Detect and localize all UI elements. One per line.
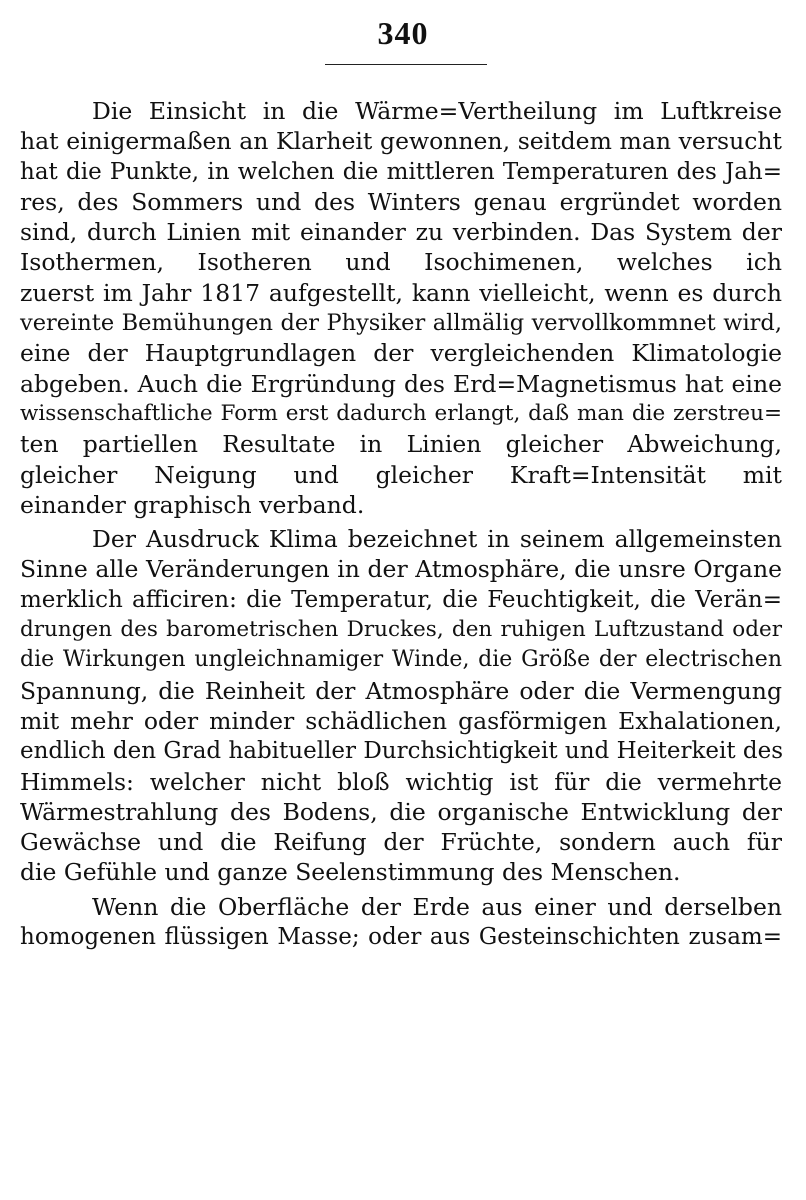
page-number: 340 (377, 15, 429, 51)
paragraph-2 (20, 524, 782, 888)
text-line: hat einigermaßen an Klarheit gewonnen, seitdem man versucht (20, 127, 782, 156)
text-line: Der Ausdruck Klima bezeichnet in seinem allgemeinsten (92, 525, 782, 554)
text-line: Wärmestrahlung des Bodens, die organische Entwicklung der (20, 797, 782, 826)
text-line: einander graphisch verband. (20, 490, 365, 519)
text-line: homogenen flüssigen Masse; oder aus Gesteinschichten zusam= (20, 924, 782, 951)
text-line: merklich afficiren: die Temperatur, die Feuchtigkeit, die Verän= (20, 586, 782, 613)
text-line: mit mehr oder minder schädlichen gasförmigen Exhalationen, (20, 706, 782, 735)
text-line: wissenschaftliche Form erst dadurch erlangt, daß man die zerstreu= (20, 400, 782, 426)
text-line: ten partiellen Resultate in Linien gleicher Abweichung, (20, 430, 782, 459)
text-line: Gewächse und die Reifung der Früchte, sondern auch für (20, 828, 782, 857)
text-line: gleicher Neigung und gleicher Kraft=Intensität mit (20, 460, 782, 489)
text-line: eine der Hauptgrundlagen der vergleichenden Klimatologie (20, 339, 782, 368)
paragraph-1 (20, 96, 782, 520)
text-line: die Wirkungen ungleichnamiger Winde, die Größe der electrischen (20, 647, 782, 673)
text-line: endlich den Grad habitueller Durchsichtigkeit und Heiterkeit des (20, 738, 784, 765)
text-line: Isothermen, Isotheren und Isochimenen, welches ich (20, 248, 782, 277)
text-line: Himmels: welcher nicht bloß wichtig ist für die vermehrte (20, 767, 782, 796)
text-line: drungen des barometrischen Druckes, den ruhigen Luftzustand oder (20, 617, 782, 643)
text-line: hat die Punkte, in welchen die mittleren Temperaturen des Jah= (20, 158, 782, 185)
header-rule (325, 64, 487, 65)
text-line: abgeben. Auch die Ergründung des Erd=Magnetismus hat eine (20, 369, 782, 398)
text-line: die Gefühle und ganze Seelenstimmung des Menschen. (20, 858, 681, 887)
text-line: vereinte Bemühungen der Physiker allmälig vervollkommnet wird, (20, 310, 782, 337)
text-line: Wenn die Oberfläche der Erde aus einer und derselben (92, 892, 782, 921)
text-line: Spannung, die Reinheit der Atmosphäre oder die Vermengung (20, 676, 782, 705)
text-line: Sinne alle Veränderungen in der Atmosphäre, die unsre Organe (20, 555, 782, 584)
text-line: zuerst im Jahr 1817 aufgestellt, kann vielleicht, wenn es durch (20, 278, 782, 307)
text-line: res, des Sommers und des Winters genau ergründet worden (20, 187, 782, 216)
paragraph-3 (20, 892, 782, 953)
body-text (20, 96, 782, 952)
text-line: Die Einsicht in die Wärme=Vertheilung im Luftkreise (92, 97, 782, 125)
text-line: sind, durch Linien mit einander zu verbinden. Das System der (20, 218, 782, 247)
